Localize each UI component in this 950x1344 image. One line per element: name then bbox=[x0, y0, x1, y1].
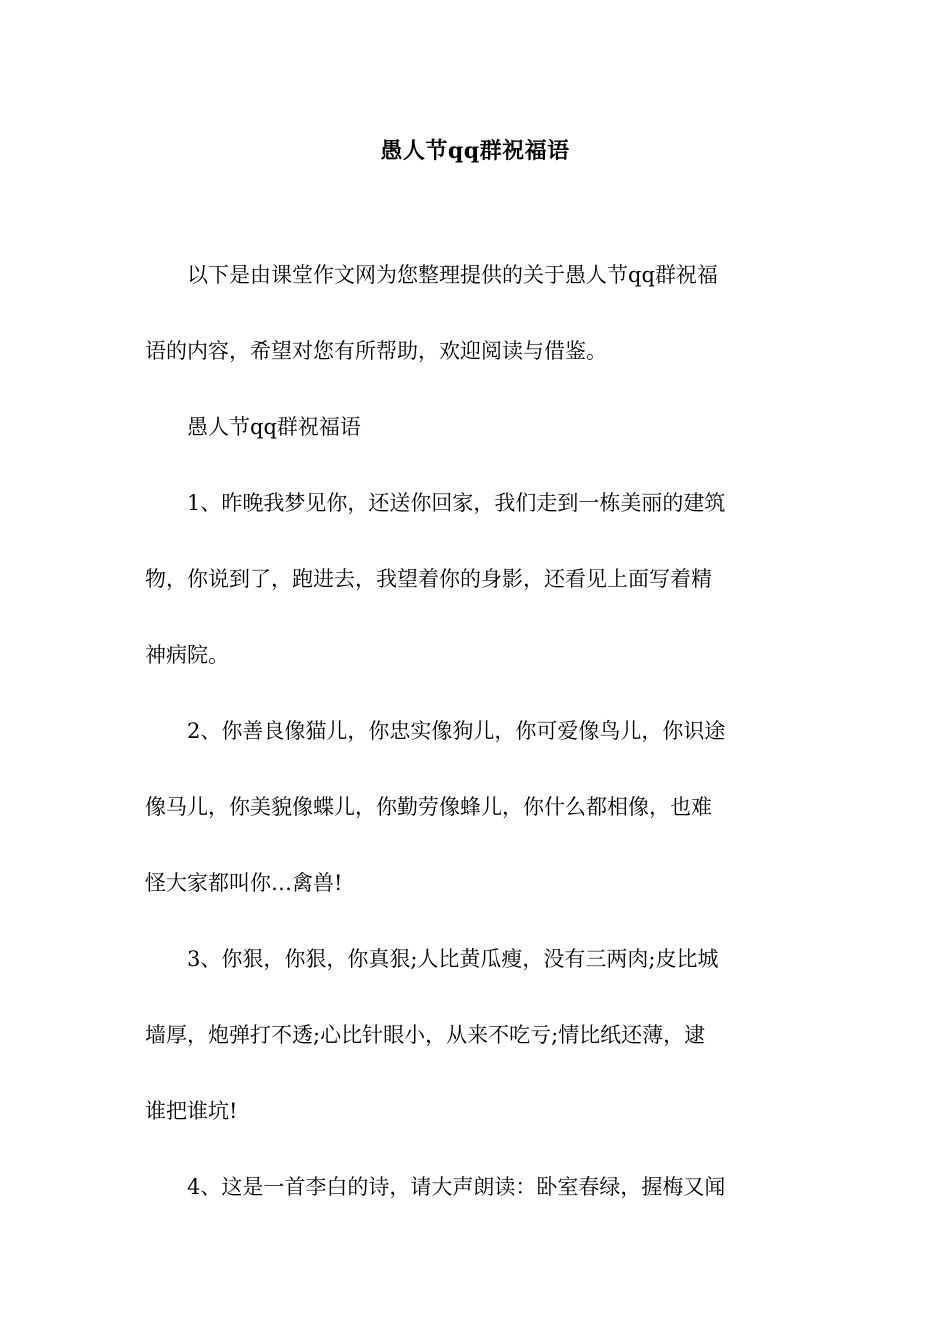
text-line: 语的内容，希望对您有所帮助，欢迎阅读与借鉴。 bbox=[145, 339, 607, 363]
text-line: 愚人节qq群祝福语 bbox=[187, 415, 361, 439]
text-line: 4、这是一首李白的诗，请大声朗读：卧室春绿，握梅又闻 bbox=[187, 1175, 726, 1199]
text-line: 怪大家都叫你…禽兽! bbox=[145, 871, 343, 895]
text-line: 谁把谁坑! bbox=[145, 1099, 238, 1123]
text-line: 墙厚，炮弹打不透;心比针眼小，从来不吃亏;情比纸还薄，逮 bbox=[145, 1023, 706, 1047]
paragraph-item-3 bbox=[145, 940, 807, 1130]
paragraph-item-1 bbox=[145, 484, 807, 674]
paragraph-intro bbox=[145, 256, 807, 370]
text-line: 以下是由课堂作文网为您整理提供的关于愚人节qq群祝福 bbox=[187, 263, 718, 287]
text-line: 神病院。 bbox=[145, 643, 229, 667]
document-title: 愚人节qq群祝福语 bbox=[380, 138, 570, 164]
text-line: 1、昨晚我梦见你，还送你回家，我们走到一栋美丽的建筑 bbox=[187, 491, 726, 515]
text-line: 像马儿，你美貌像蝶儿，你勤劳像蜂儿，你什么都相像，也难 bbox=[145, 795, 712, 819]
text-line: 3、你狠，你狠，你真狠;人比黄瓜瘦，没有三两肉;皮比城 bbox=[187, 947, 719, 971]
document-body bbox=[145, 256, 807, 1244]
paragraph-subtitle bbox=[145, 408, 807, 446]
text-line: 2、你善良像猫儿，你忠实像狗儿，你可爱像鸟儿，你识途 bbox=[187, 719, 726, 743]
text-line: 物，你说到了，跑进去，我望着你的身影，还看见上面写着精 bbox=[145, 567, 712, 591]
paragraph-item-4 bbox=[145, 1168, 807, 1206]
paragraph-item-2 bbox=[145, 712, 807, 902]
